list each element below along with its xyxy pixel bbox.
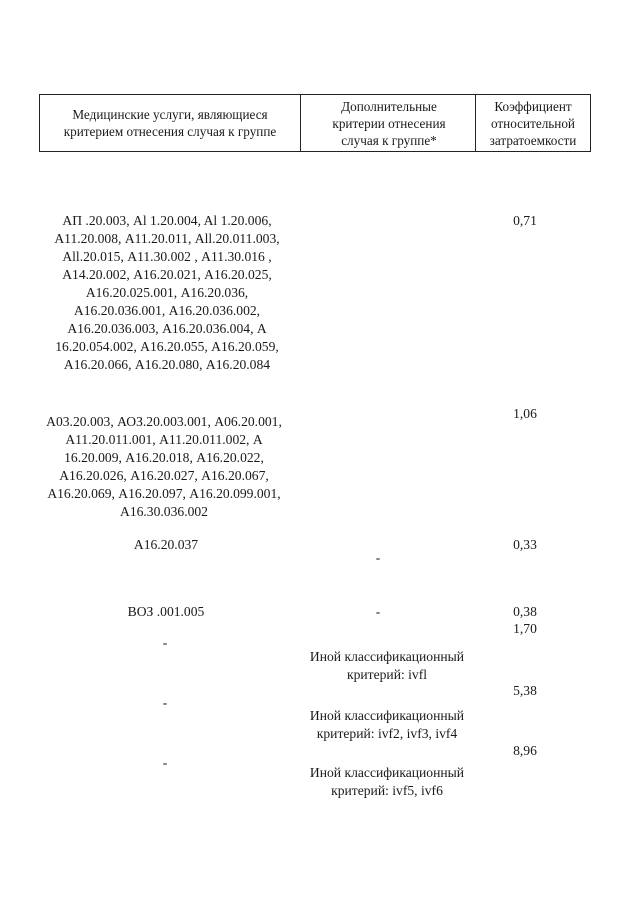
table-row-4-coefficient: 0,38 — [513, 604, 537, 619]
table-row-6-services: - — [162, 695, 168, 710]
table-row-6-criteria: Иной классификационный критерий: ivf2, ivf3, ivf4 — [309, 708, 465, 741]
header-left-border — [39, 95, 40, 152]
table-top-rule — [39, 94, 591, 95]
table-row-7-coefficient: 8,96 — [513, 743, 537, 758]
table-row-3-services: А16.20.037 — [133, 537, 199, 552]
table-row-2-services: А03.20.003, АОЗ.20.003.001, А06.20.001, А11.20.011.001, А11.20.011.002, А 16.20.009, А16.20.018, А16.20.022, А16.20.026, А16.20.027, А16.20.067, А16.20.069, А16.20.097, А16.20.099.001, А16.30.036.002 — [46, 414, 282, 519]
header-separator-1 — [300, 95, 301, 152]
table-row-2-coefficient: 1,06 — [513, 406, 537, 421]
table-row-3-coefficient: 0,33 — [513, 537, 537, 552]
table-row-6-coefficient: 5,38 — [513, 683, 537, 698]
table-row-5-services: - — [162, 635, 168, 650]
table-row-1-coefficient: 0,71 — [513, 213, 537, 228]
header-separator-2 — [475, 95, 476, 152]
header-criteria: Дополнительные критерии отнесения случая к группе* — [332, 99, 446, 148]
table-row-1-services: АП .20.003, Al 1.20.004, Al 1.20.006, А11.20.008, А11.20.011, All.20.011.003, All.20.015, А11.30.002 , А11.30.016 , А14.20.002, А16.20.021, А16.20.025, А16.20.025.001, А16.20.036, А16.20.036.001, А16.20.036.002, А16.20.036.003, А16.20.036.004, А 16.20.054.002, А16.20.055, А16.20.059, А16.20.066, А16.20.080, А16.20.084 — [54, 213, 280, 372]
table-row-5-coefficient: 1,70 — [513, 621, 537, 636]
table-row-4-criteria: - — [375, 604, 381, 619]
table-row-3-criteria: - — [375, 550, 381, 565]
header-right-border — [590, 95, 591, 152]
table-row-7-services: - — [162, 755, 168, 770]
table-row-5-criteria: Иной классификационный критерий: ivfl — [309, 649, 465, 682]
header-coefficient: Коэффициент относительной затратоемкости — [489, 99, 577, 148]
table-header-bottom-rule — [39, 151, 591, 152]
table-row-7-criteria: Иной классификационный критерий: ivf5, ivf6 — [309, 765, 465, 798]
header-services: Медицинские услуги, являющиеся критерием отнесения случая к группе — [63, 107, 277, 139]
table-row-4-services: ВОЗ .001.005 — [127, 604, 205, 619]
